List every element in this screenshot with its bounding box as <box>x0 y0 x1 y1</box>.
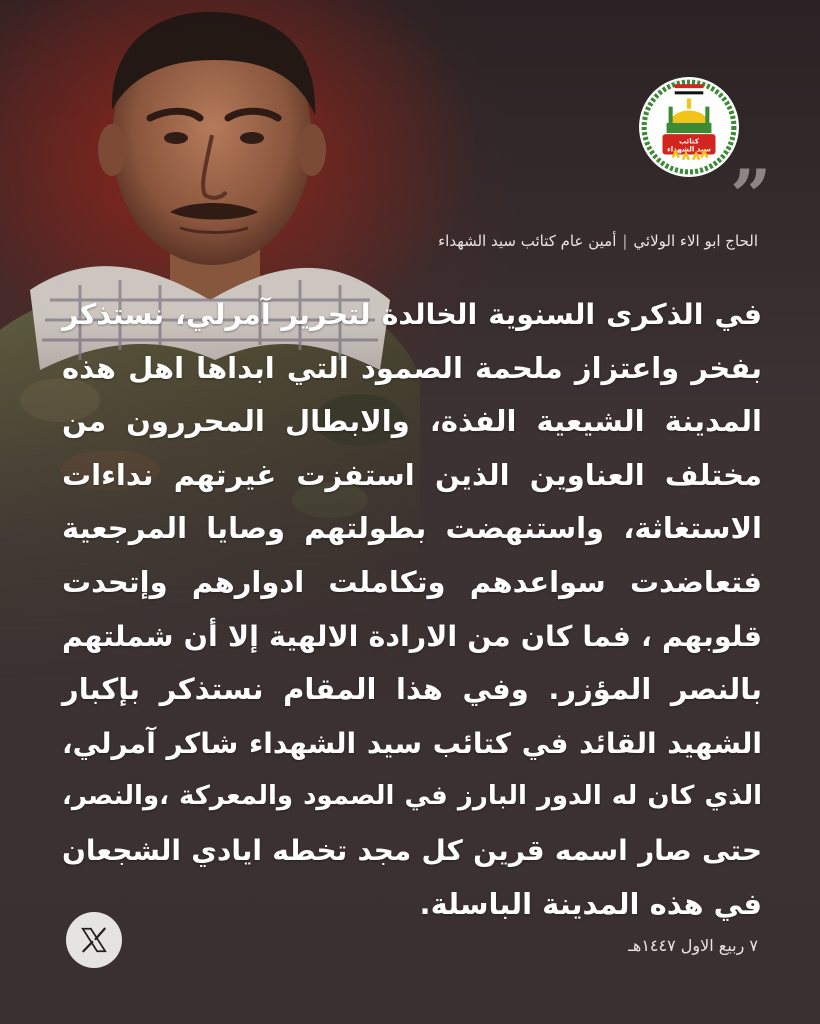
quote-line: بالنصر المؤزر. وفي هذا المقام نستذكر بإكبار <box>62 672 762 707</box>
x-logo-icon <box>79 925 109 955</box>
quote-line: حتى صار اسمه قرين كل مجد تخطه ايادي الشجعان <box>62 833 762 867</box>
quote-line: مختلف العناوين الذين استفزت غيرتهم نداءات <box>62 457 762 492</box>
logo-text-line1: كتائب <box>679 136 699 146</box>
quote-line: فتعاضدت سواعدهم وتكاملت ادوارهم وإتحدت <box>62 564 762 599</box>
quote-line: في الذكرى السنوية الخالدة لتحرير آمرلي، نستذكر <box>62 298 762 331</box>
quote-body <box>62 288 762 931</box>
logo-emblem <box>638 76 740 178</box>
quote-line: المدينة الشيعية الفذة، والابطال المحررون من <box>62 404 762 439</box>
x-logo-button[interactable] <box>66 912 122 968</box>
post-date: ٧ ربيع الاول ١٤٤٧هـ <box>628 936 758 955</box>
quote-line: الاستغاثة، واستنهضت بطولتهم وصايا المرجعية <box>62 511 762 546</box>
quote-line: في هذه المدينة الباسلة. <box>419 886 762 921</box>
quote-line: قلوبهم ، فما كان من الارادة الالهية إلا أن شملتهم <box>62 619 762 653</box>
logo-text-line2: سيد الشهداء <box>667 144 711 154</box>
speaker-attribution <box>438 232 758 250</box>
speaker-name: الحاج ابو الاء الولائي <box>633 232 758 250</box>
speaker-separator: | <box>622 232 628 250</box>
quote-line: الذي كان له الدور البارز في الصمود والمعركة ،والنصر، <box>62 781 762 812</box>
quote-mark-icon: ” <box>730 153 772 238</box>
quote-line: الشهيد القائد في كتائب سيد الشهداء شاكر آمرلي، <box>62 726 762 760</box>
quote-line: بفخر واعتزاز ملحمة الصمود التي ابداها اهل هذه <box>62 350 762 385</box>
speaker-role: أمين عام كتائب سيد الشهداء <box>438 232 617 250</box>
